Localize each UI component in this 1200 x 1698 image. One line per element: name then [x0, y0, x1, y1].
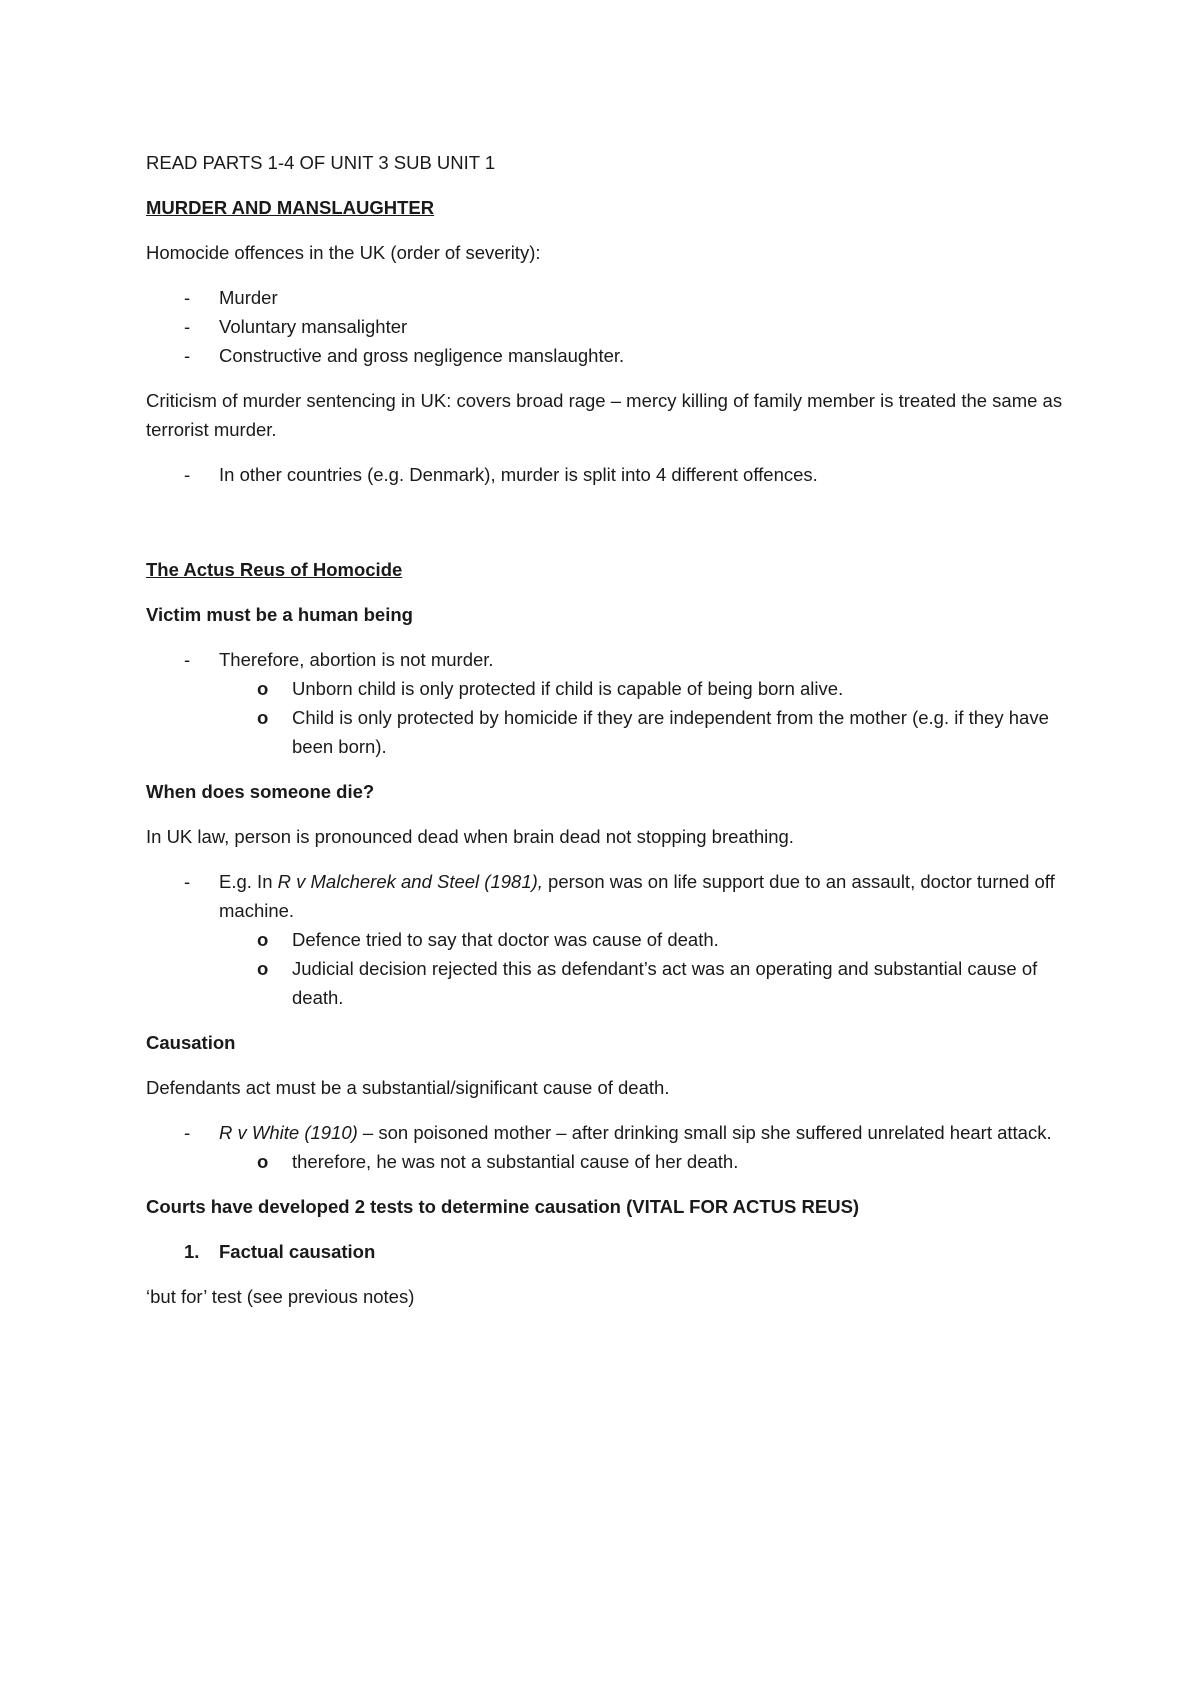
list-item: - In other countries (e.g. Denmark), murder is split into 4 different offences. [184, 464, 818, 485]
sub-list-item: o Defence tried to say that doctor was cause of death. [257, 929, 719, 950]
subheading-tests: Courts have developed 2 tests to determine causation (VITAL FOR ACTUS REUS) [146, 1196, 860, 1217]
list-item: - Voluntary mansalighter [184, 316, 408, 337]
list-item: 1. Factual causation [184, 1241, 376, 1262]
but-for-text: ‘but for’ test (see previous notes) [146, 1286, 415, 1307]
tests-list [146, 1237, 1076, 1266]
list-item: - R v White (1910) – son poisoned mother – after drinking small sip she suffered unrelated heart attack. o therefore, he was not a substantial cause of her death. [146, 1118, 1076, 1176]
death-list [146, 867, 1076, 1012]
subheading-death: When does someone die? [146, 781, 375, 802]
sub-list-item: o therefore, he was not a substantial cause of her death. [257, 1151, 739, 1172]
reading-instruction: READ PARTS 1-4 OF UNIT 3 SUB UNIT 1 [146, 152, 496, 173]
section-heading: The Actus Reus of Homocide [146, 559, 403, 580]
list-item: - Therefore, abortion is not murder. o Unborn child is only protected if child is capable of being born alive. o Child is only protected by homicide if they are independent from the mother (e.g. if they have been born). [146, 645, 1076, 761]
sub-list [219, 674, 1076, 761]
sub-list-item: o Child is only protected by homicide if they are independent from the mother (e.g. if they have been born). [257, 707, 1049, 757]
offences-list [146, 283, 1076, 370]
sub-list-item: o Unborn child is only protected if child is capable of being born alive. [257, 678, 844, 699]
criticism-list [146, 460, 1076, 489]
case-name: R v White (1910) [219, 1122, 358, 1143]
list-item: - Constructive and gross negligence manslaughter. [184, 345, 625, 366]
sub-list-item: o Judicial decision rejected this as defendant’s act was an operating and substantial cause of death. [257, 958, 1038, 1008]
document-body [146, 148, 1076, 1327]
list-item: - E.g. In R v Malcherek and Steel (1981), person was on life support due to an assault, doctor turned off machine. o Defence tried to say that doctor was cause of death. o Judicial decision rejected this as defendant’s act was an operating and substantial cause of death. [146, 867, 1076, 1012]
criticism-text: Criticism of murder sentencing in UK: covers broad rage – mercy killing of family member is treated the same as terrorist murder. [146, 390, 1063, 440]
document-title: MURDER AND MANSLAUGHTER [146, 197, 435, 218]
list-item: - Murder [184, 287, 278, 308]
subheading-victim: Victim must be a human being [146, 604, 413, 625]
intro-text: Homocide offences in the UK (order of severity): [146, 242, 541, 263]
subheading-causation: Causation [146, 1032, 236, 1053]
death-text: In UK law, person is pronounced dead when brain dead not stopping breathing. [146, 826, 794, 847]
case-name: R v Malcherek and Steel (1981), [277, 871, 543, 892]
victim-list [146, 645, 1076, 761]
causation-list [146, 1118, 1076, 1176]
sub-list [219, 1147, 1076, 1176]
causation-text: Defendants act must be a substantial/significant cause of death. [146, 1077, 670, 1098]
sub-list [219, 925, 1076, 1012]
